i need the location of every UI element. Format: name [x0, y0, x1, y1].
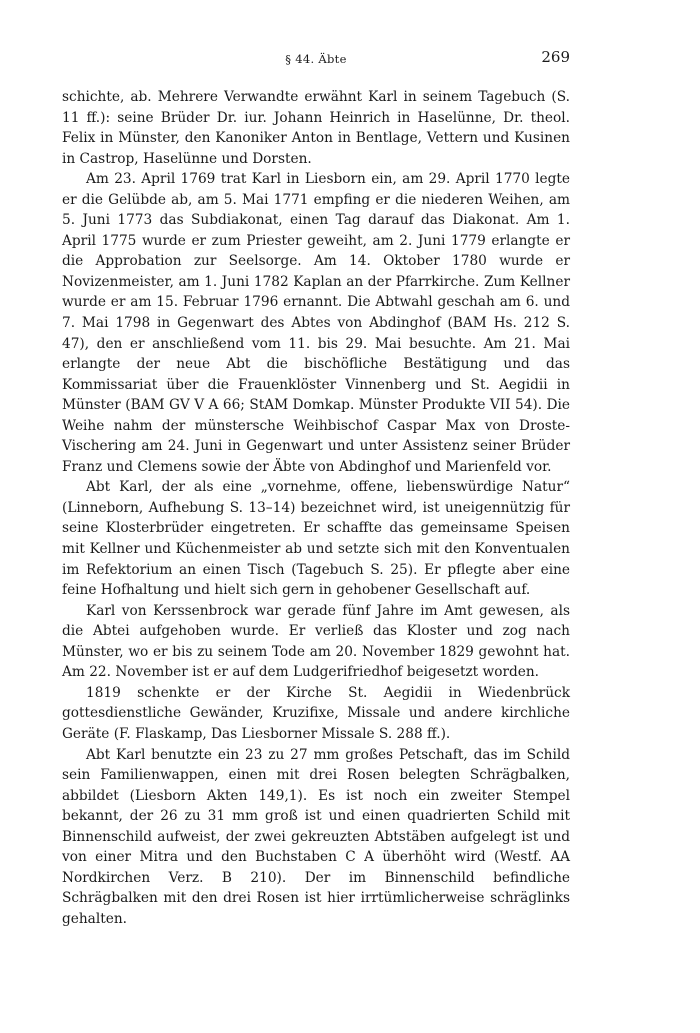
paragraph: 1819 schenkte er der Kirche St. Aegidii in Wiedenbrück gottesdienstliche Gewänder, Kruzifixe, Missale und andere kirchliche Geräte (F. Flaskamp, Das Liesborner Missale S. 288 ff.).	[62, 684, 570, 742]
paragraph-continuation: schichte, ab. Mehrere Verwandte erwähnt Karl in seinem Tagebuch (S. 11 ff.): seine Brüder Dr. iur. Johann Heinrich in Haselünne, Dr. theol. Felix in Münster, den Kanoniker Anton in Bentlage, Vettern und Kusinen in Castrop, Haselünne und Dorsten.	[62, 89, 570, 167]
page-number: 269	[541, 48, 570, 66]
paragraph: Karl von Kerssenbrock war gerade fünf Jahre im Amt gewesen, als die Abtei aufgehoben wurde. Er verließ das Kloster und zog nach Münster, wo er bis zu seinem Tode am 20. November 1829 gewohnt hat. Am 22. November ist er auf dem Ludgerifriedhof beigesetzt worden.	[62, 602, 570, 681]
paragraph: Abt Karl, der als eine „vornehme, offene, liebenswürdige Natur“ (Linneborn, Aufhebung S. 13–14) bezeichnet wird, ist uneigennützig für seine Klosterbrüder eingetreten. Er schaffte das gemeinsame Speisen mit Kellner und Küchenmeister ab und setzte sich mit den Konventualen im Refektorium an einen Tisch (Tagebuch S. 25). Er pflegte aber eine feine Hofhaltung und hielt sich gern in gehobener Gesellschaft auf.	[62, 479, 570, 599]
paragraph: Abt Karl benutzte ein 23 zu 27 mm großes Petschaft, das im Schild sein Familienwappen, einen mit drei Rosen belegten Schrägbalken, abbildet (Liesborn Akten 149,1). Es ist noch ein zweiter Stempel bekannt, der 26 zu 31 mm groß ist und einen quadrierten Schild mit Binnenschild aufweist, der zwei gekreuzten Abtstäben aufgelegt ist und von einer Mitra und den Buchstaben C A überhöht wird (Westf. AA Nordkirchen Verz. B 210). Der im Binnenschild befindliche Schrägbalken mit den drei Rosen ist hier irrtümlicherweise schräglinks gehalten.	[62, 746, 570, 927]
section-title: § 44. Äbte	[285, 52, 347, 66]
paragraph: Am 23. April 1769 trat Karl in Liesborn ein, am 29. April 1770 legte er die Gelübde ab, am 5. Mai 1771 empfing er die niederen Weihen, am 5. Juni 1773 das Subdiakonat, einen Tag darauf das Diakonat. Am 1. April 1775 wurde er zum Priester geweiht, am 2. Juni 1779 erlangte er die Approbation zur Seelsorge. Am 14. Oktober 1780 wurde er Novizenmeister, am 1. Juni 1782 Kaplan an der Pfarrkirche. Zum Kellner wurde er am 15. Februar 1796 ernannt. Die Abtwahl geschah am 6. und 7. Mai 1798 in Gegenwart des Abtes von Abdinghof (BAM Hs. 212 S. 47), den er anschließend vom 11. bis 29. Mai besuchte. Am 21. Mai erlangte der neue Abt die bischöfliche Bestätigung und das Kommissariat über die Frauenklöster Vinnenberg und St. Aegidii in Münster (BAM GV V A 66; StAM Domkap. Münster Produkte VII 54). Die Weihe nahm der münstersche Weihbischof Caspar Max von Droste-Vischering am 24. Juni in Gegenwart und unter Assistenz seiner Brüder Franz und Clemens sowie der Äbte von Abdinghof und Marienfeld vor.	[62, 171, 570, 475]
running-head	[62, 48, 570, 74]
body-text	[62, 87, 570, 929]
